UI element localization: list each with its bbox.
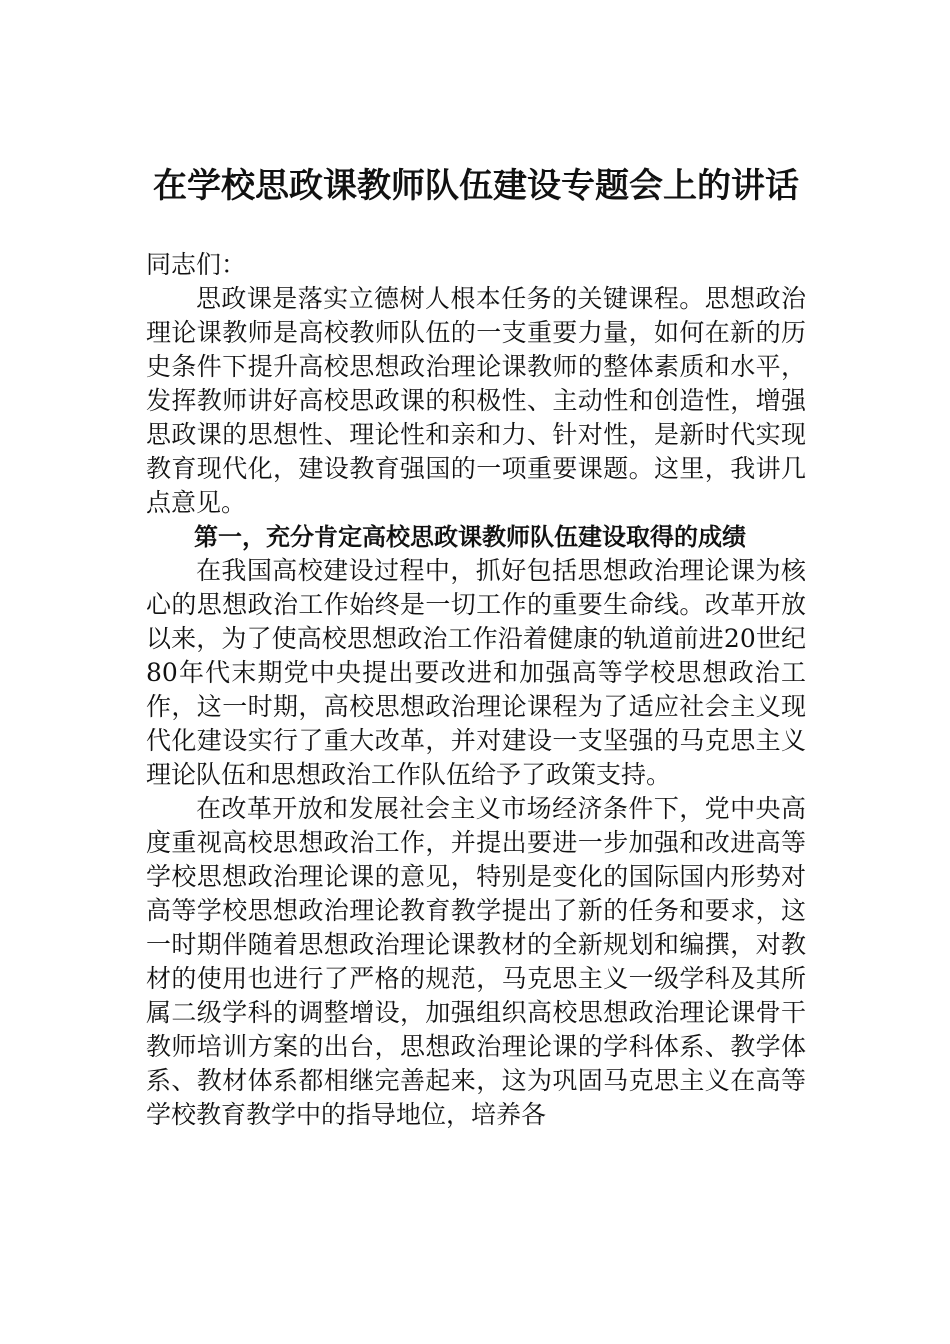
document-body [146,248,806,1132]
document-page [146,150,806,1132]
paragraph: 在改革开放和发展社会主义市场经济条件下，党中央高度重视高校思想政治工作，并提出要进一步加强和改进高等学校思想政治理论课的意见，特别是变化的国际国内形势对高等学校思想政治理论教育教学提出了新的任务和要求，这一时期伴随着思想政治理论课教材的全新规划和编撰，对教材的使用也进行了严格的规范，马克思主义一级学科及其所属二级学科的调整增设，加强组织高校思想政治理论课骨干教师培训方案的出台，思想政治理论课的学科体系、教学体系、教材体系都相继完善起来，这为巩固马克思主义在高等学校教育教学中的指导地位，培养各 [146,794,806,1129]
paragraph: 在我国高校建设过程中，抓好包括思想政治理论课为核心的思想政治工作始终是一切工作的重要生命线。改革开放以来，为了使高校思想政治工作沿着健康的轨道前进20世纪80年代末期党中央提出要改进和加强高等学校思想政治工作，这一时期，高校思想政治理论课程为了适应社会主义现代化建设实行了重大改革，并对建设一支坚强的马克思主义理论队伍和思想政治工作队伍给予了政策支持。 [146,556,806,789]
salutation: 同志们： [146,250,247,279]
paragraph-intro: 思政课是落实立德树人根本任务的关键课程。思想政治理论课教师是高校教师队伍的一支重要力量，如何在新的历史条件下提升高校思想政治理论课教师的整体素质和水平，发挥教师讲好高校思政课的积极性、主动性和创造性，增强思政课的思想性、理论性和亲和力、针对性，是新时代实现教育现代化，建设教育强国的一项重要课题。这里，我讲几点意见。 [146,284,806,517]
document-title: 在学校思政课教师队伍建设专题会上的讲话 [153,166,799,206]
section-heading: 第一，充分肯定高校思政课教师队伍建设取得的成绩 [194,523,746,551]
